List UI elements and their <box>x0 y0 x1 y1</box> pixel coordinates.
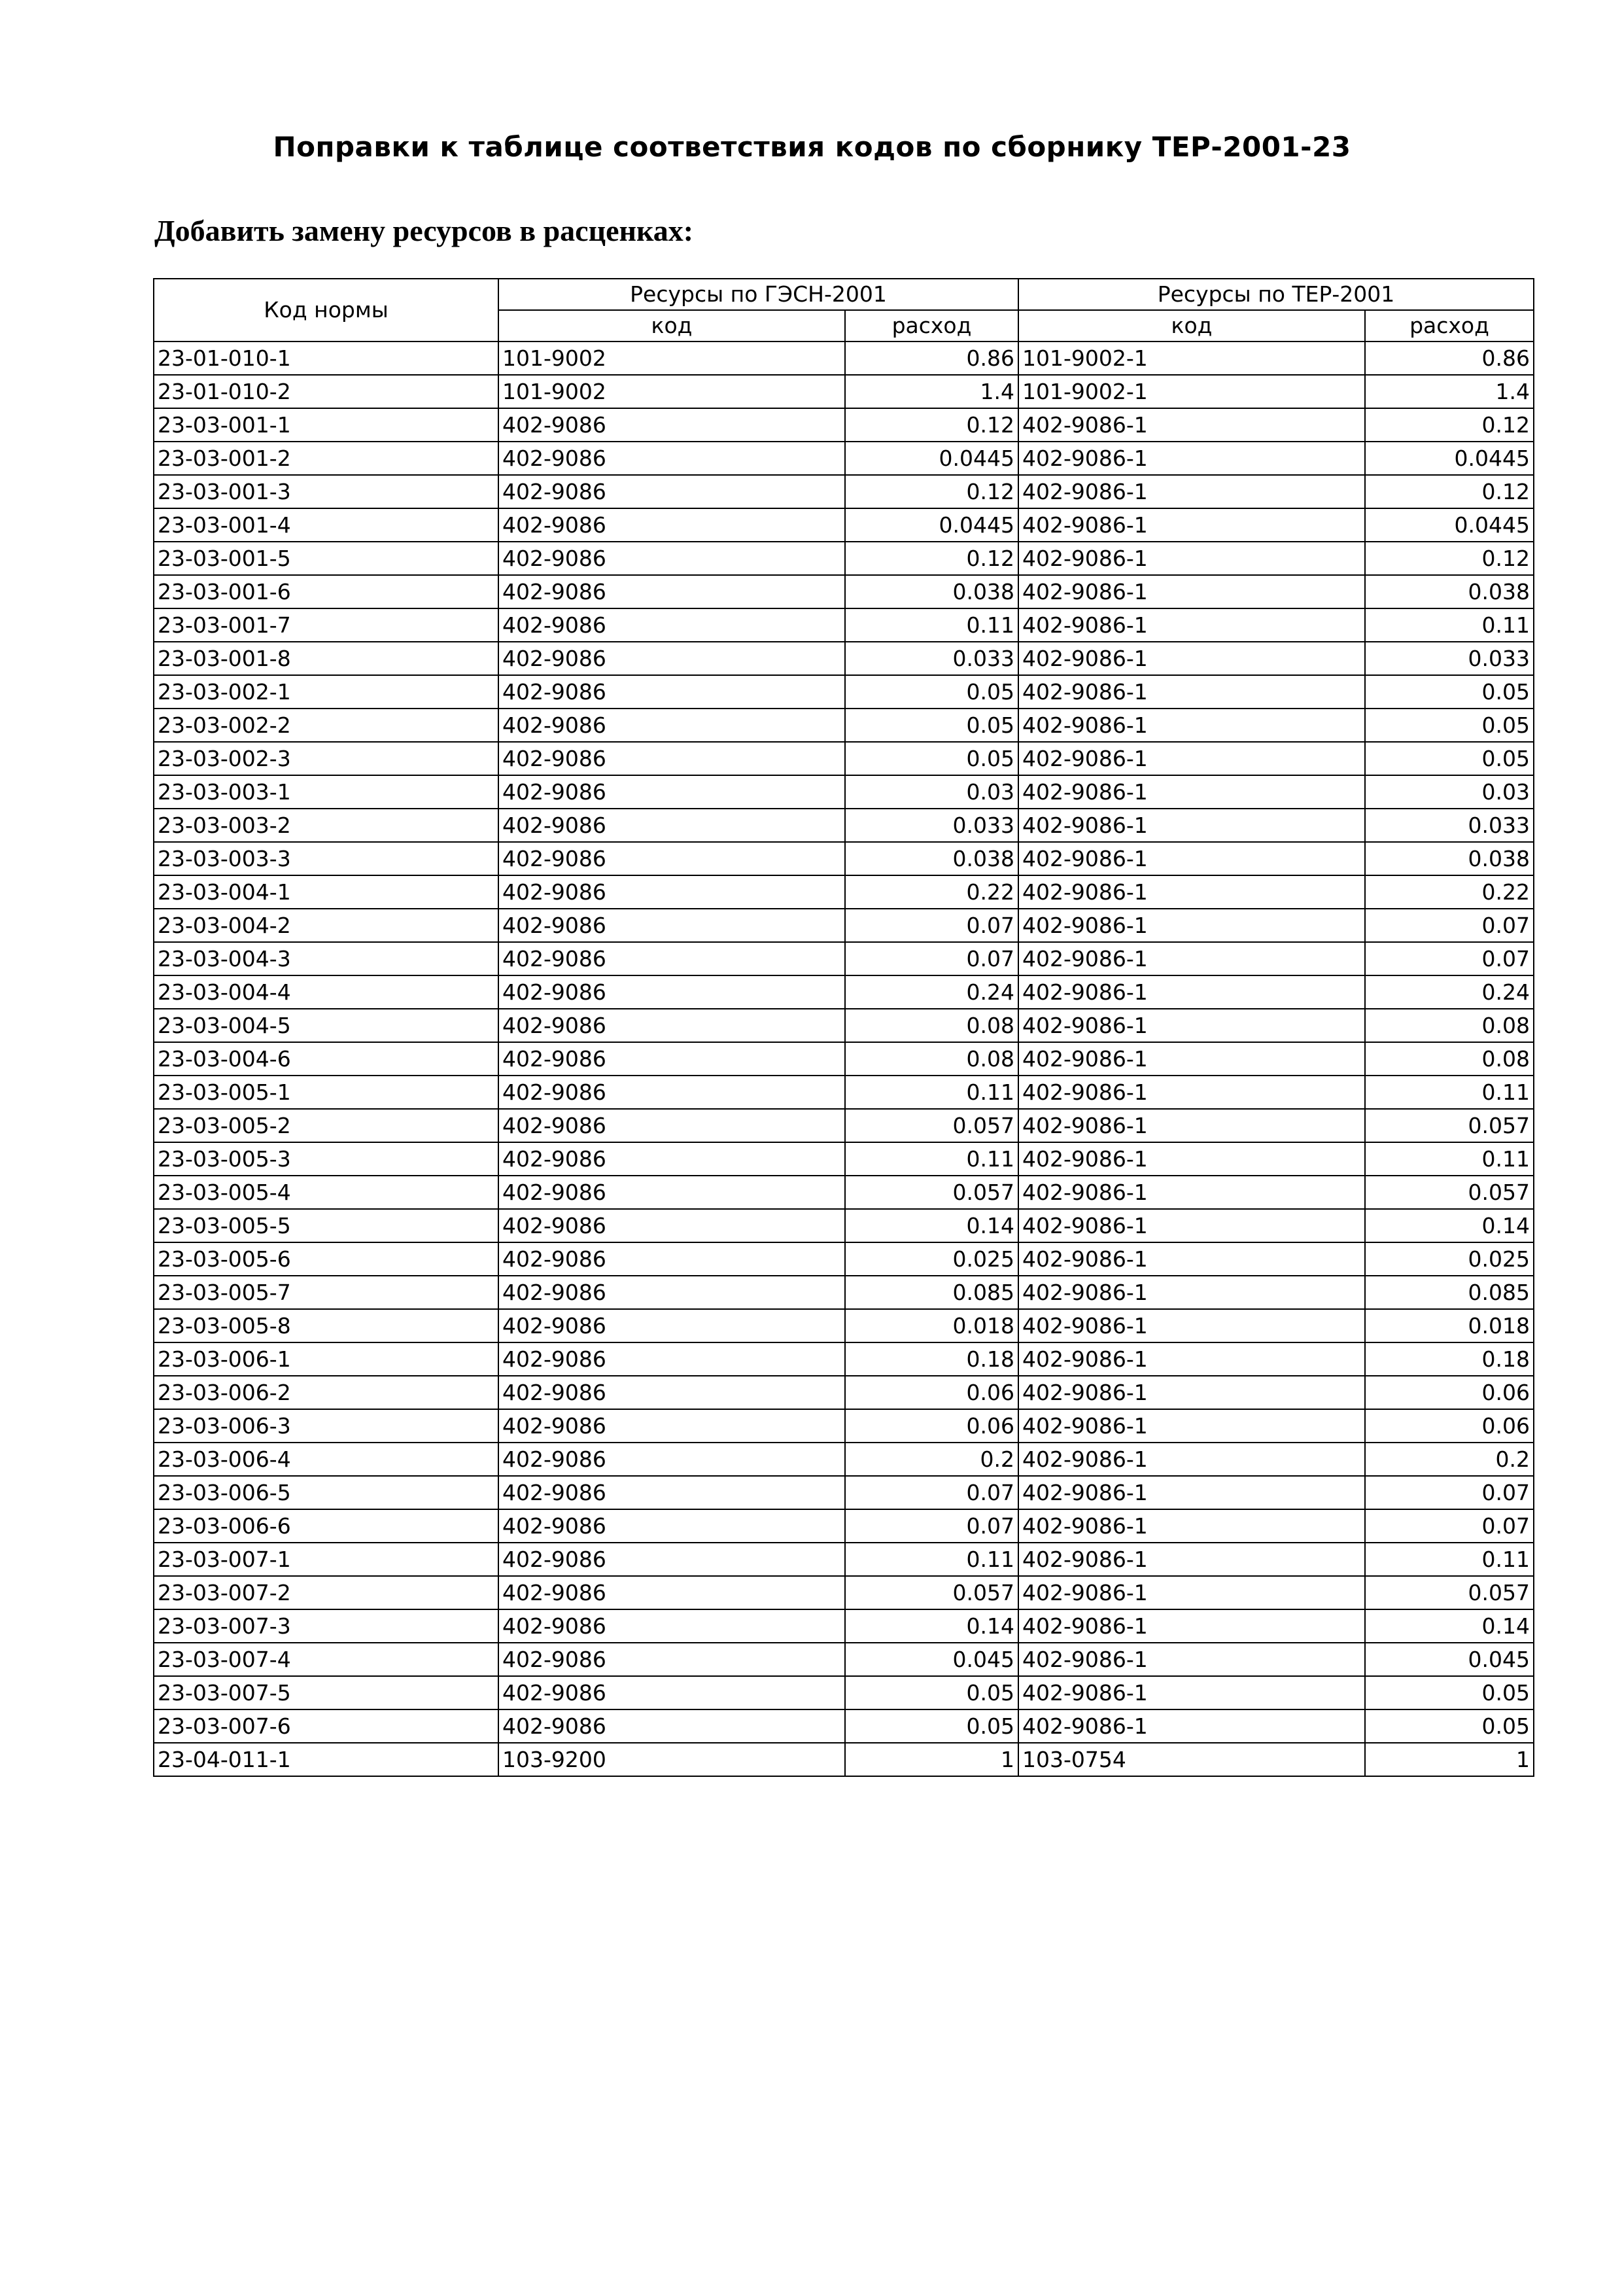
cell-norm-code: 23-03-006-3 <box>154 1409 498 1443</box>
cell-gesn-rate: 0.0445 <box>845 508 1018 542</box>
cell-ter-code: 402-9086-1 <box>1018 842 1365 875</box>
table-row <box>154 1076 1534 1109</box>
cell-ter-code: 402-9086-1 <box>1018 909 1365 942</box>
cell-ter-rate: 0.038 <box>1365 842 1534 875</box>
table-row <box>154 909 1534 942</box>
cell-gesn-rate: 0.05 <box>845 742 1018 775</box>
table-row <box>154 1609 1534 1643</box>
cell-ter-code: 402-9086-1 <box>1018 675 1365 709</box>
cell-norm-code: 23-03-007-4 <box>154 1643 498 1676</box>
table-row <box>154 1643 1534 1676</box>
cell-ter-rate: 0.045 <box>1365 1643 1534 1676</box>
table-row <box>154 508 1534 542</box>
cell-norm-code: 23-03-002-1 <box>154 675 498 709</box>
cell-ter-rate: 0.06 <box>1365 1409 1534 1443</box>
cell-ter-rate: 0.08 <box>1365 1042 1534 1076</box>
cell-ter-rate: 0.025 <box>1365 1242 1534 1276</box>
cell-gesn-rate: 0.045 <box>845 1643 1018 1676</box>
cell-ter-rate: 0.018 <box>1365 1309 1534 1342</box>
cell-ter-code: 402-9086-1 <box>1018 1409 1365 1443</box>
header-gesn-group: Ресурсы по ГЭСН-2001 <box>498 279 1018 310</box>
cell-ter-code: 402-9086-1 <box>1018 608 1365 642</box>
cell-ter-rate: 0.05 <box>1365 675 1534 709</box>
table-row <box>154 1543 1534 1576</box>
cell-norm-code: 23-03-005-6 <box>154 1242 498 1276</box>
cell-ter-code: 402-9086-1 <box>1018 642 1365 675</box>
cell-gesn-code: 402-9086 <box>498 408 845 442</box>
cell-norm-code: 23-03-006-4 <box>154 1443 498 1476</box>
table-row <box>154 675 1534 709</box>
cell-ter-rate: 0.07 <box>1365 1476 1534 1509</box>
cell-gesn-code: 402-9086 <box>498 442 845 475</box>
cell-ter-rate: 0.085 <box>1365 1276 1534 1309</box>
cell-ter-code: 402-9086-1 <box>1018 875 1365 909</box>
table-row <box>154 1309 1534 1342</box>
cell-gesn-rate: 0.05 <box>845 1676 1018 1709</box>
table-row <box>154 942 1534 975</box>
cell-norm-code: 23-03-001-5 <box>154 542 498 575</box>
cell-ter-code: 402-9086-1 <box>1018 975 1365 1009</box>
table-header-row-groups <box>154 279 1534 310</box>
cell-gesn-code: 101-9002 <box>498 342 845 375</box>
cell-norm-code: 23-03-003-3 <box>154 842 498 875</box>
cell-norm-code: 23-03-004-1 <box>154 875 498 909</box>
cell-norm-code: 23-01-010-2 <box>154 375 498 408</box>
cell-gesn-code: 402-9086 <box>498 542 845 575</box>
cell-ter-code: 402-9086-1 <box>1018 1109 1365 1142</box>
table-row <box>154 1409 1534 1443</box>
cell-gesn-code: 402-9086 <box>498 842 845 875</box>
cell-gesn-rate: 0.12 <box>845 408 1018 442</box>
cell-ter-code: 402-9086-1 <box>1018 542 1365 575</box>
cell-ter-code: 402-9086-1 <box>1018 1209 1365 1242</box>
table-row <box>154 542 1534 575</box>
cell-gesn-code: 402-9086 <box>498 1276 845 1309</box>
cell-ter-rate: 0.0445 <box>1365 508 1534 542</box>
cell-ter-rate: 0.14 <box>1365 1209 1534 1242</box>
cell-gesn-rate: 0.03 <box>845 775 1018 809</box>
cell-norm-code: 23-03-001-8 <box>154 642 498 675</box>
table-row <box>154 1276 1534 1309</box>
cell-gesn-code: 402-9086 <box>498 1109 845 1142</box>
cell-ter-code: 402-9086-1 <box>1018 1476 1365 1509</box>
table-row <box>154 709 1534 742</box>
table-row <box>154 442 1534 475</box>
cell-ter-rate: 0.057 <box>1365 1576 1534 1609</box>
cell-gesn-rate: 0.033 <box>845 642 1018 675</box>
cell-gesn-rate: 0.06 <box>845 1376 1018 1409</box>
table-row <box>154 1576 1534 1609</box>
table-row <box>154 1209 1534 1242</box>
table-row <box>154 975 1534 1009</box>
cell-ter-code: 402-9086-1 <box>1018 1543 1365 1576</box>
cell-gesn-rate: 0.14 <box>845 1609 1018 1643</box>
cell-gesn-code: 402-9086 <box>498 642 845 675</box>
cell-ter-code: 402-9086-1 <box>1018 1376 1365 1409</box>
cell-ter-code: 402-9086-1 <box>1018 942 1365 975</box>
cell-ter-rate: 0.2 <box>1365 1443 1534 1476</box>
header-ter-group: Ресурсы по ТЕР-2001 <box>1018 279 1534 310</box>
cell-ter-rate: 0.07 <box>1365 909 1534 942</box>
cell-ter-rate: 0.11 <box>1365 1142 1534 1176</box>
cell-gesn-rate: 0.05 <box>845 709 1018 742</box>
cell-norm-code: 23-03-001-2 <box>154 442 498 475</box>
table-row <box>154 775 1534 809</box>
cell-gesn-rate: 0.025 <box>845 1242 1018 1276</box>
cell-gesn-code: 402-9086 <box>498 1576 845 1609</box>
cell-norm-code: 23-03-007-3 <box>154 1609 498 1643</box>
cell-norm-code: 23-03-006-6 <box>154 1509 498 1543</box>
cell-norm-code: 23-03-002-3 <box>154 742 498 775</box>
table-row <box>154 1009 1534 1042</box>
cell-norm-code: 23-03-007-5 <box>154 1676 498 1709</box>
cell-ter-rate: 0.03 <box>1365 775 1534 809</box>
cell-gesn-rate: 0.12 <box>845 475 1018 508</box>
cell-gesn-code: 402-9086 <box>498 1176 845 1209</box>
cell-ter-rate: 0.11 <box>1365 1076 1534 1109</box>
table-row <box>154 1476 1534 1509</box>
cell-norm-code: 23-03-006-1 <box>154 1342 498 1376</box>
cell-norm-code: 23-03-004-3 <box>154 942 498 975</box>
cell-gesn-code: 402-9086 <box>498 942 845 975</box>
cell-ter-code: 402-9086-1 <box>1018 775 1365 809</box>
cell-ter-rate: 0.11 <box>1365 608 1534 642</box>
cell-gesn-rate: 0.07 <box>845 909 1018 942</box>
cell-ter-code: 402-9086-1 <box>1018 1509 1365 1543</box>
cell-gesn-code: 402-9086 <box>498 1309 845 1342</box>
table-row <box>154 1342 1534 1376</box>
table-row <box>154 342 1534 375</box>
table-row <box>154 1443 1534 1476</box>
cell-norm-code: 23-03-004-5 <box>154 1009 498 1042</box>
cell-gesn-code: 402-9086 <box>498 1543 845 1576</box>
cell-ter-code: 402-9086-1 <box>1018 1009 1365 1042</box>
cell-ter-rate: 0.033 <box>1365 809 1534 842</box>
cell-gesn-rate: 0.05 <box>845 675 1018 709</box>
code-correspondence-table <box>153 278 1534 1777</box>
cell-norm-code: 23-03-001-1 <box>154 408 498 442</box>
cell-norm-code: 23-03-003-2 <box>154 809 498 842</box>
cell-gesn-rate: 0.033 <box>845 809 1018 842</box>
cell-gesn-rate: 0.07 <box>845 942 1018 975</box>
cell-norm-code: 23-03-004-4 <box>154 975 498 1009</box>
table-row <box>154 475 1534 508</box>
cell-norm-code: 23-03-005-8 <box>154 1309 498 1342</box>
cell-ter-code: 402-9086-1 <box>1018 508 1365 542</box>
page-title: Поправки к таблице соответствия кодов по сборнику ТЕР-2001-23 <box>273 131 1351 163</box>
cell-norm-code: 23-03-006-5 <box>154 1476 498 1509</box>
cell-gesn-code: 402-9086 <box>498 1376 845 1409</box>
cell-gesn-code: 402-9086 <box>498 1443 845 1476</box>
cell-ter-rate: 0.18 <box>1365 1342 1534 1376</box>
header-norm-code: Код нормы <box>154 279 498 342</box>
cell-ter-rate: 0.12 <box>1365 542 1534 575</box>
cell-norm-code: 23-03-005-4 <box>154 1176 498 1209</box>
table-row <box>154 1509 1534 1543</box>
cell-ter-code: 402-9086-1 <box>1018 408 1365 442</box>
cell-gesn-code: 402-9086 <box>498 1476 845 1509</box>
cell-ter-code: 402-9086-1 <box>1018 1309 1365 1342</box>
cell-norm-code: 23-03-003-1 <box>154 775 498 809</box>
cell-gesn-code: 402-9086 <box>498 742 845 775</box>
cell-ter-rate: 1.4 <box>1365 375 1534 408</box>
cell-gesn-rate: 0.018 <box>845 1309 1018 1342</box>
table-header <box>154 279 1534 342</box>
cell-gesn-code: 402-9086 <box>498 675 845 709</box>
table-row <box>154 642 1534 675</box>
cell-norm-code: 23-03-005-1 <box>154 1076 498 1109</box>
cell-norm-code: 23-03-005-5 <box>154 1209 498 1242</box>
table-row <box>154 875 1534 909</box>
cell-gesn-rate: 0.07 <box>845 1509 1018 1543</box>
cell-gesn-rate: 0.038 <box>845 842 1018 875</box>
cell-ter-code: 402-9086-1 <box>1018 809 1365 842</box>
cell-gesn-rate: 0.0445 <box>845 442 1018 475</box>
cell-norm-code: 23-03-005-2 <box>154 1109 498 1142</box>
cell-ter-code: 402-9086-1 <box>1018 1242 1365 1276</box>
table-row <box>154 1676 1534 1709</box>
table-row <box>154 408 1534 442</box>
cell-gesn-rate: 0.07 <box>845 1476 1018 1509</box>
table-row <box>154 375 1534 408</box>
cell-gesn-rate: 0.2 <box>845 1443 1018 1476</box>
table-row <box>154 608 1534 642</box>
cell-gesn-rate: 1 <box>845 1743 1018 1776</box>
table-row <box>154 1242 1534 1276</box>
cell-ter-rate: 0.038 <box>1365 575 1534 608</box>
table-row <box>154 742 1534 775</box>
cell-ter-code: 402-9086-1 <box>1018 442 1365 475</box>
cell-ter-rate: 0.05 <box>1365 709 1534 742</box>
cell-ter-rate: 0.12 <box>1365 408 1534 442</box>
cell-gesn-rate: 0.22 <box>845 875 1018 909</box>
cell-ter-rate: 0.06 <box>1365 1376 1534 1409</box>
cell-gesn-rate: 0.06 <box>845 1409 1018 1443</box>
section-subtitle: Добавить замену ресурсов в расценках: <box>154 214 694 247</box>
cell-gesn-rate: 0.085 <box>845 1276 1018 1309</box>
table-row <box>154 575 1534 608</box>
cell-ter-code: 402-9086-1 <box>1018 1443 1365 1476</box>
cell-norm-code: 23-03-005-3 <box>154 1142 498 1176</box>
cell-gesn-code: 402-9086 <box>498 909 845 942</box>
cell-norm-code: 23-03-002-2 <box>154 709 498 742</box>
cell-gesn-rate: 0.05 <box>845 1709 1018 1743</box>
table-row <box>154 1743 1534 1776</box>
cell-ter-code: 402-9086-1 <box>1018 475 1365 508</box>
cell-norm-code: 23-03-006-2 <box>154 1376 498 1409</box>
cell-ter-code: 402-9086-1 <box>1018 1709 1365 1743</box>
cell-ter-rate: 0.22 <box>1365 875 1534 909</box>
cell-norm-code: 23-03-001-3 <box>154 475 498 508</box>
table-row <box>154 1142 1534 1176</box>
cell-gesn-code: 402-9086 <box>498 475 845 508</box>
cell-gesn-rate: 0.86 <box>845 342 1018 375</box>
cell-gesn-rate: 0.08 <box>845 1009 1018 1042</box>
cell-ter-code: 402-9086-1 <box>1018 742 1365 775</box>
cell-gesn-code: 402-9086 <box>498 1209 845 1242</box>
table-row <box>154 809 1534 842</box>
cell-gesn-rate: 1.4 <box>845 375 1018 408</box>
cell-gesn-code: 402-9086 <box>498 1676 845 1709</box>
cell-gesn-code: 103-9200 <box>498 1743 845 1776</box>
cell-norm-code: 23-01-010-1 <box>154 342 498 375</box>
cell-ter-code: 402-9086-1 <box>1018 1176 1365 1209</box>
cell-ter-code: 402-9086-1 <box>1018 1076 1365 1109</box>
cell-gesn-rate: 0.11 <box>845 1543 1018 1576</box>
cell-ter-rate: 0.07 <box>1365 1509 1534 1543</box>
cell-gesn-rate: 0.11 <box>845 1076 1018 1109</box>
cell-gesn-code: 402-9086 <box>498 1076 845 1109</box>
cell-norm-code: 23-03-007-2 <box>154 1576 498 1609</box>
cell-ter-code: 101-9002-1 <box>1018 375 1365 408</box>
cell-ter-rate: 0.05 <box>1365 742 1534 775</box>
cell-gesn-rate: 0.057 <box>845 1176 1018 1209</box>
cell-gesn-code: 402-9086 <box>498 709 845 742</box>
cell-gesn-code: 402-9086 <box>498 575 845 608</box>
cell-norm-code: 23-03-005-7 <box>154 1276 498 1309</box>
header-gesn-rate: расход <box>845 310 1018 342</box>
cell-gesn-code: 402-9086 <box>498 1509 845 1543</box>
cell-gesn-code: 101-9002 <box>498 375 845 408</box>
cell-gesn-code: 402-9086 <box>498 1409 845 1443</box>
cell-ter-code: 101-9002-1 <box>1018 342 1365 375</box>
header-ter-code: код <box>1018 310 1365 342</box>
cell-gesn-code: 402-9086 <box>498 875 845 909</box>
header-ter-rate: расход <box>1365 310 1534 342</box>
cell-norm-code: 23-04-011-1 <box>154 1743 498 1776</box>
cell-gesn-rate: 0.11 <box>845 1142 1018 1176</box>
cell-ter-rate: 0.033 <box>1365 642 1534 675</box>
cell-ter-rate: 0.12 <box>1365 475 1534 508</box>
cell-gesn-code: 402-9086 <box>498 809 845 842</box>
cell-ter-code: 402-9086-1 <box>1018 709 1365 742</box>
cell-norm-code: 23-03-007-1 <box>154 1543 498 1576</box>
cell-ter-rate: 1 <box>1365 1743 1534 1776</box>
table-body <box>154 342 1534 1776</box>
table-row <box>154 1376 1534 1409</box>
cell-ter-rate: 0.86 <box>1365 342 1534 375</box>
table-row <box>154 842 1534 875</box>
cell-gesn-rate: 0.14 <box>845 1209 1018 1242</box>
cell-ter-rate: 0.14 <box>1365 1609 1534 1643</box>
table-row <box>154 1042 1534 1076</box>
cell-ter-code: 402-9086-1 <box>1018 1042 1365 1076</box>
cell-gesn-rate: 0.057 <box>845 1109 1018 1142</box>
cell-ter-rate: 0.07 <box>1365 942 1534 975</box>
cell-gesn-code: 402-9086 <box>498 1142 845 1176</box>
cell-ter-rate: 0.05 <box>1365 1676 1534 1709</box>
cell-norm-code: 23-03-004-6 <box>154 1042 498 1076</box>
cell-gesn-code: 402-9086 <box>498 775 845 809</box>
cell-gesn-code: 402-9086 <box>498 1342 845 1376</box>
cell-ter-code: 103-0754 <box>1018 1743 1365 1776</box>
cell-gesn-rate: 0.24 <box>845 975 1018 1009</box>
cell-ter-code: 402-9086-1 <box>1018 575 1365 608</box>
cell-ter-rate: 0.11 <box>1365 1543 1534 1576</box>
cell-norm-code: 23-03-001-6 <box>154 575 498 608</box>
cell-gesn-code: 402-9086 <box>498 508 845 542</box>
cell-ter-rate: 0.24 <box>1365 975 1534 1009</box>
cell-gesn-code: 402-9086 <box>498 1643 845 1676</box>
table-row <box>154 1176 1534 1209</box>
cell-gesn-rate: 0.08 <box>845 1042 1018 1076</box>
cell-ter-rate: 0.057 <box>1365 1176 1534 1209</box>
table-row <box>154 1109 1534 1142</box>
cell-norm-code: 23-03-001-7 <box>154 608 498 642</box>
cell-norm-code: 23-03-001-4 <box>154 508 498 542</box>
cell-ter-code: 402-9086-1 <box>1018 1142 1365 1176</box>
cell-gesn-code: 402-9086 <box>498 1709 845 1743</box>
cell-gesn-code: 402-9086 <box>498 608 845 642</box>
cell-norm-code: 23-03-004-2 <box>154 909 498 942</box>
cell-ter-code: 402-9086-1 <box>1018 1276 1365 1309</box>
header-gesn-code: код <box>498 310 845 342</box>
cell-gesn-code: 402-9086 <box>498 1009 845 1042</box>
cell-gesn-code: 402-9086 <box>498 975 845 1009</box>
cell-gesn-rate: 0.18 <box>845 1342 1018 1376</box>
cell-ter-code: 402-9086-1 <box>1018 1342 1365 1376</box>
cell-ter-rate: 0.08 <box>1365 1009 1534 1042</box>
cell-norm-code: 23-03-007-6 <box>154 1709 498 1743</box>
cell-gesn-code: 402-9086 <box>498 1242 845 1276</box>
cell-gesn-rate: 0.038 <box>845 575 1018 608</box>
cell-ter-rate: 0.0445 <box>1365 442 1534 475</box>
cell-gesn-rate: 0.11 <box>845 608 1018 642</box>
cell-ter-code: 402-9086-1 <box>1018 1676 1365 1709</box>
cell-ter-rate: 0.057 <box>1365 1109 1534 1142</box>
cell-gesn-rate: 0.057 <box>845 1576 1018 1609</box>
cell-gesn-rate: 0.12 <box>845 542 1018 575</box>
cell-ter-code: 402-9086-1 <box>1018 1576 1365 1609</box>
cell-gesn-code: 402-9086 <box>498 1609 845 1643</box>
cell-ter-rate: 0.05 <box>1365 1709 1534 1743</box>
table-row <box>154 1709 1534 1743</box>
cell-ter-code: 402-9086-1 <box>1018 1609 1365 1643</box>
cell-ter-code: 402-9086-1 <box>1018 1643 1365 1676</box>
cell-gesn-code: 402-9086 <box>498 1042 845 1076</box>
